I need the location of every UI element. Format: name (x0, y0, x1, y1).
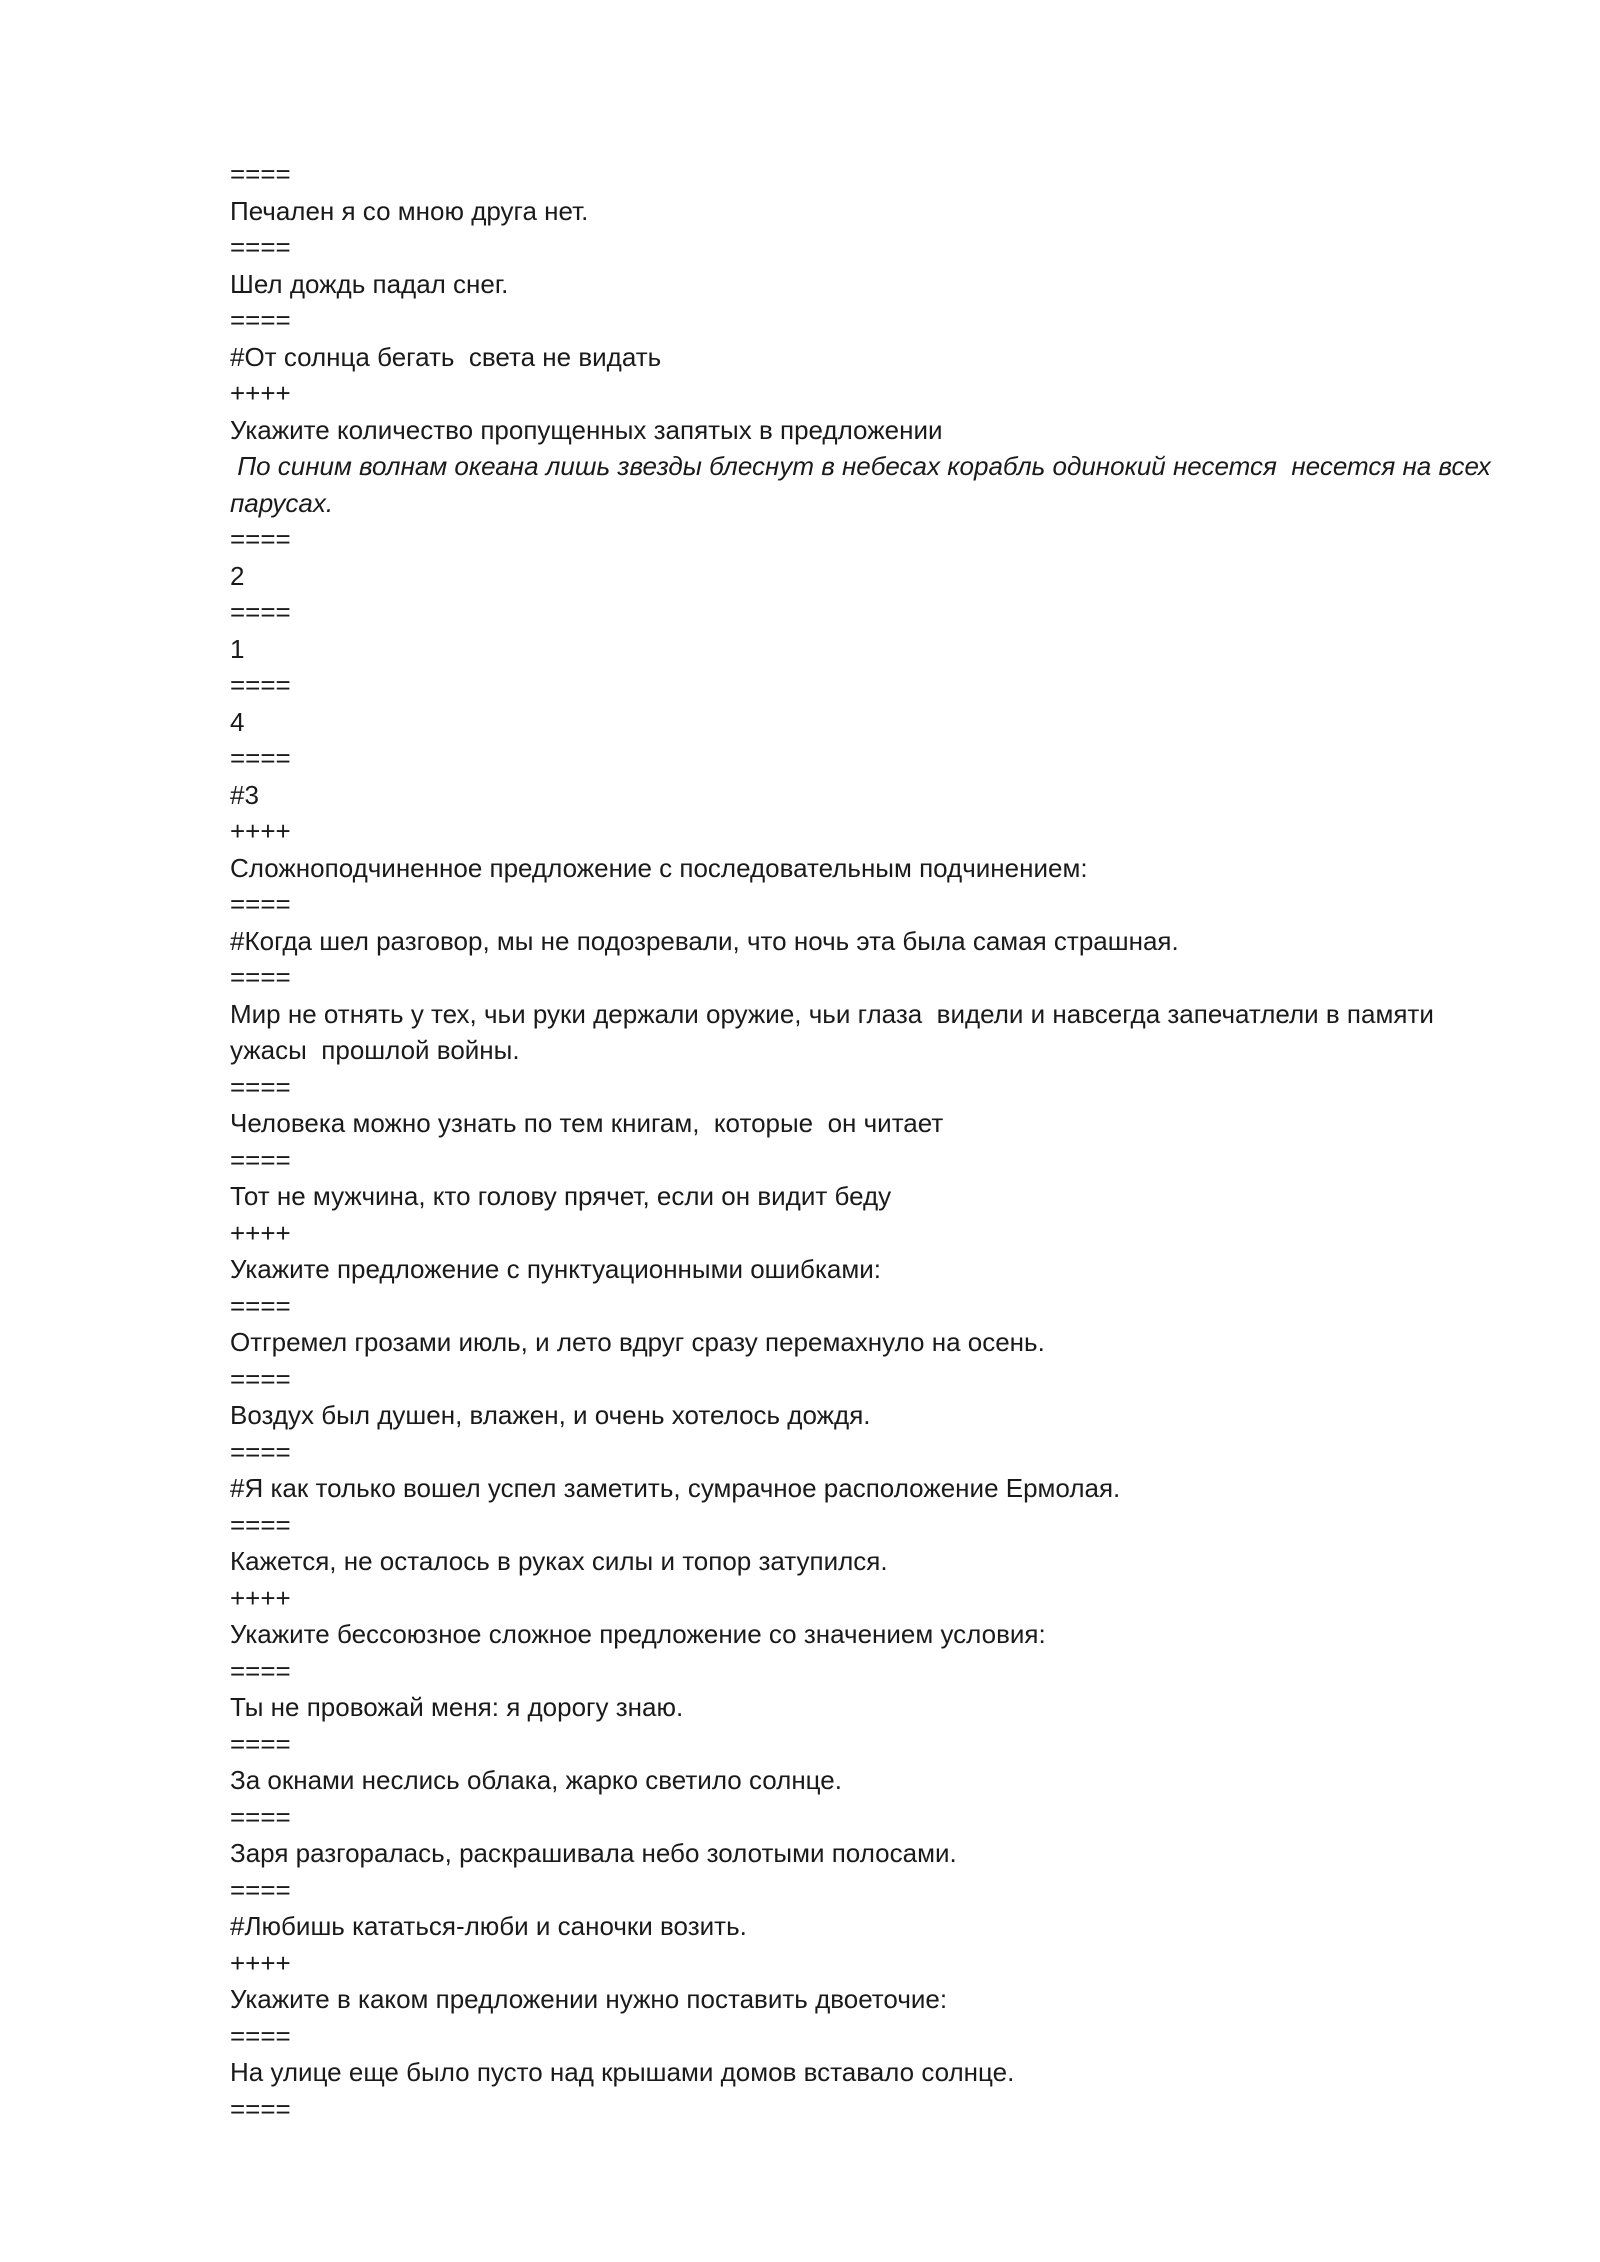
text-line: Укажите в каком предложении нужно поставить двоеточие: (230, 1984, 948, 2014)
option-separator: ==== (230, 1874, 291, 1905)
correct-answer-line: #3 (230, 779, 259, 810)
option-separator: ==== (230, 889, 291, 919)
option-separator: ==== (230, 1509, 291, 1540)
text-line: Человека можно узнать по тем книгам, которые он читает (230, 1108, 944, 1138)
option-separator: ==== (230, 1071, 291, 1102)
text-line: На улице еще было пусто над крышами домов вставало солнце. (230, 2057, 1015, 2087)
option-separator: ==== (230, 1363, 291, 1394)
question-separator: ++++ (230, 816, 291, 846)
text-line: Укажите количество пропущенных запятых в предложении (230, 414, 943, 445)
option-separator: ==== (230, 2093, 291, 2124)
text-line: Отгремел грозами июль, и лето вдруг сразу перемахнуло на осень. (230, 1327, 1045, 1357)
text-line: 4 (230, 706, 245, 737)
option-separator: ==== (230, 305, 291, 335)
option-separator: ==== (230, 1290, 291, 1321)
correct-answer-line: #Любишь кататься-люби и саночки возить. (230, 1911, 747, 1941)
text-line: Заря разгоралась, раскрашивала небо золотыми полосами. (230, 1838, 957, 1868)
text-line: Мир не отнять у тех, чьи руки держали оружие, чьи глаза видели и навсегда запечатлели в памяти ужасы прошлой войны. (230, 998, 1442, 1065)
option-separator: ==== (230, 670, 291, 700)
question-separator: ++++ (230, 378, 291, 408)
option-separator: ==== (230, 524, 291, 554)
correct-answer-line: #Когда шел разговор, мы не подозревали, что ночь эта была самая страшная. (230, 925, 1179, 956)
option-separator: ==== (230, 1436, 291, 1467)
text-line: Воздух был душен, влажен, и очень хотелось дождя. (230, 1400, 871, 1430)
text-line: Сложноподчиненное предложение с последовательным подчинением: (230, 852, 1088, 883)
text-line: Тот не мужчина, кто голову прячет, если он видит беду (230, 1181, 892, 1211)
option-separator: ==== (230, 1144, 291, 1175)
option-separator: ==== (230, 597, 291, 627)
text-line: Укажите бессоюзное сложное предложение со значением условия: (230, 1619, 1046, 1649)
text-line: Шел дождь падал снег. (230, 268, 509, 299)
question-separator: ++++ (230, 1582, 291, 1613)
option-separator: ==== (230, 743, 291, 773)
question-separator: ++++ (230, 1217, 291, 1248)
example-sentence: По синим волнам океана лишь звезды блеснут в небесах корабль одинокий несется несется на всех парусах. (230, 451, 1499, 518)
text-line: Укажите предложение с пунктуационными ошибками: (230, 1254, 881, 1284)
text-line: 1 (230, 633, 245, 664)
option-separator: ==== (230, 1801, 291, 1832)
text-line: 2 (230, 560, 245, 591)
text-line: Печален я со мною друга нет. (230, 195, 589, 226)
option-separator: ==== (230, 1655, 291, 1686)
text-line: Ты не провожай меня: я дорогу знаю. (230, 1692, 684, 1722)
correct-answer-line: #Я как только вошел успел заметить, сумрачное расположение Ермолая. (230, 1473, 1121, 1503)
option-separator: ==== (230, 1728, 291, 1759)
question-separator: ++++ (230, 1947, 291, 1978)
correct-answer-line: #От солнца бегать света не видать (230, 341, 662, 372)
option-separator: ==== (230, 962, 291, 992)
option-separator: ==== (230, 159, 291, 189)
text-line: За окнами неслись облака, жарко светило солнце. (230, 1765, 842, 1795)
option-separator: ==== (230, 232, 291, 262)
document-body (230, 156, 1500, 2127)
option-separator: ==== (230, 2020, 291, 2051)
text-line: Кажется, не осталось в руках силы и топор затупился. (230, 1546, 888, 1576)
